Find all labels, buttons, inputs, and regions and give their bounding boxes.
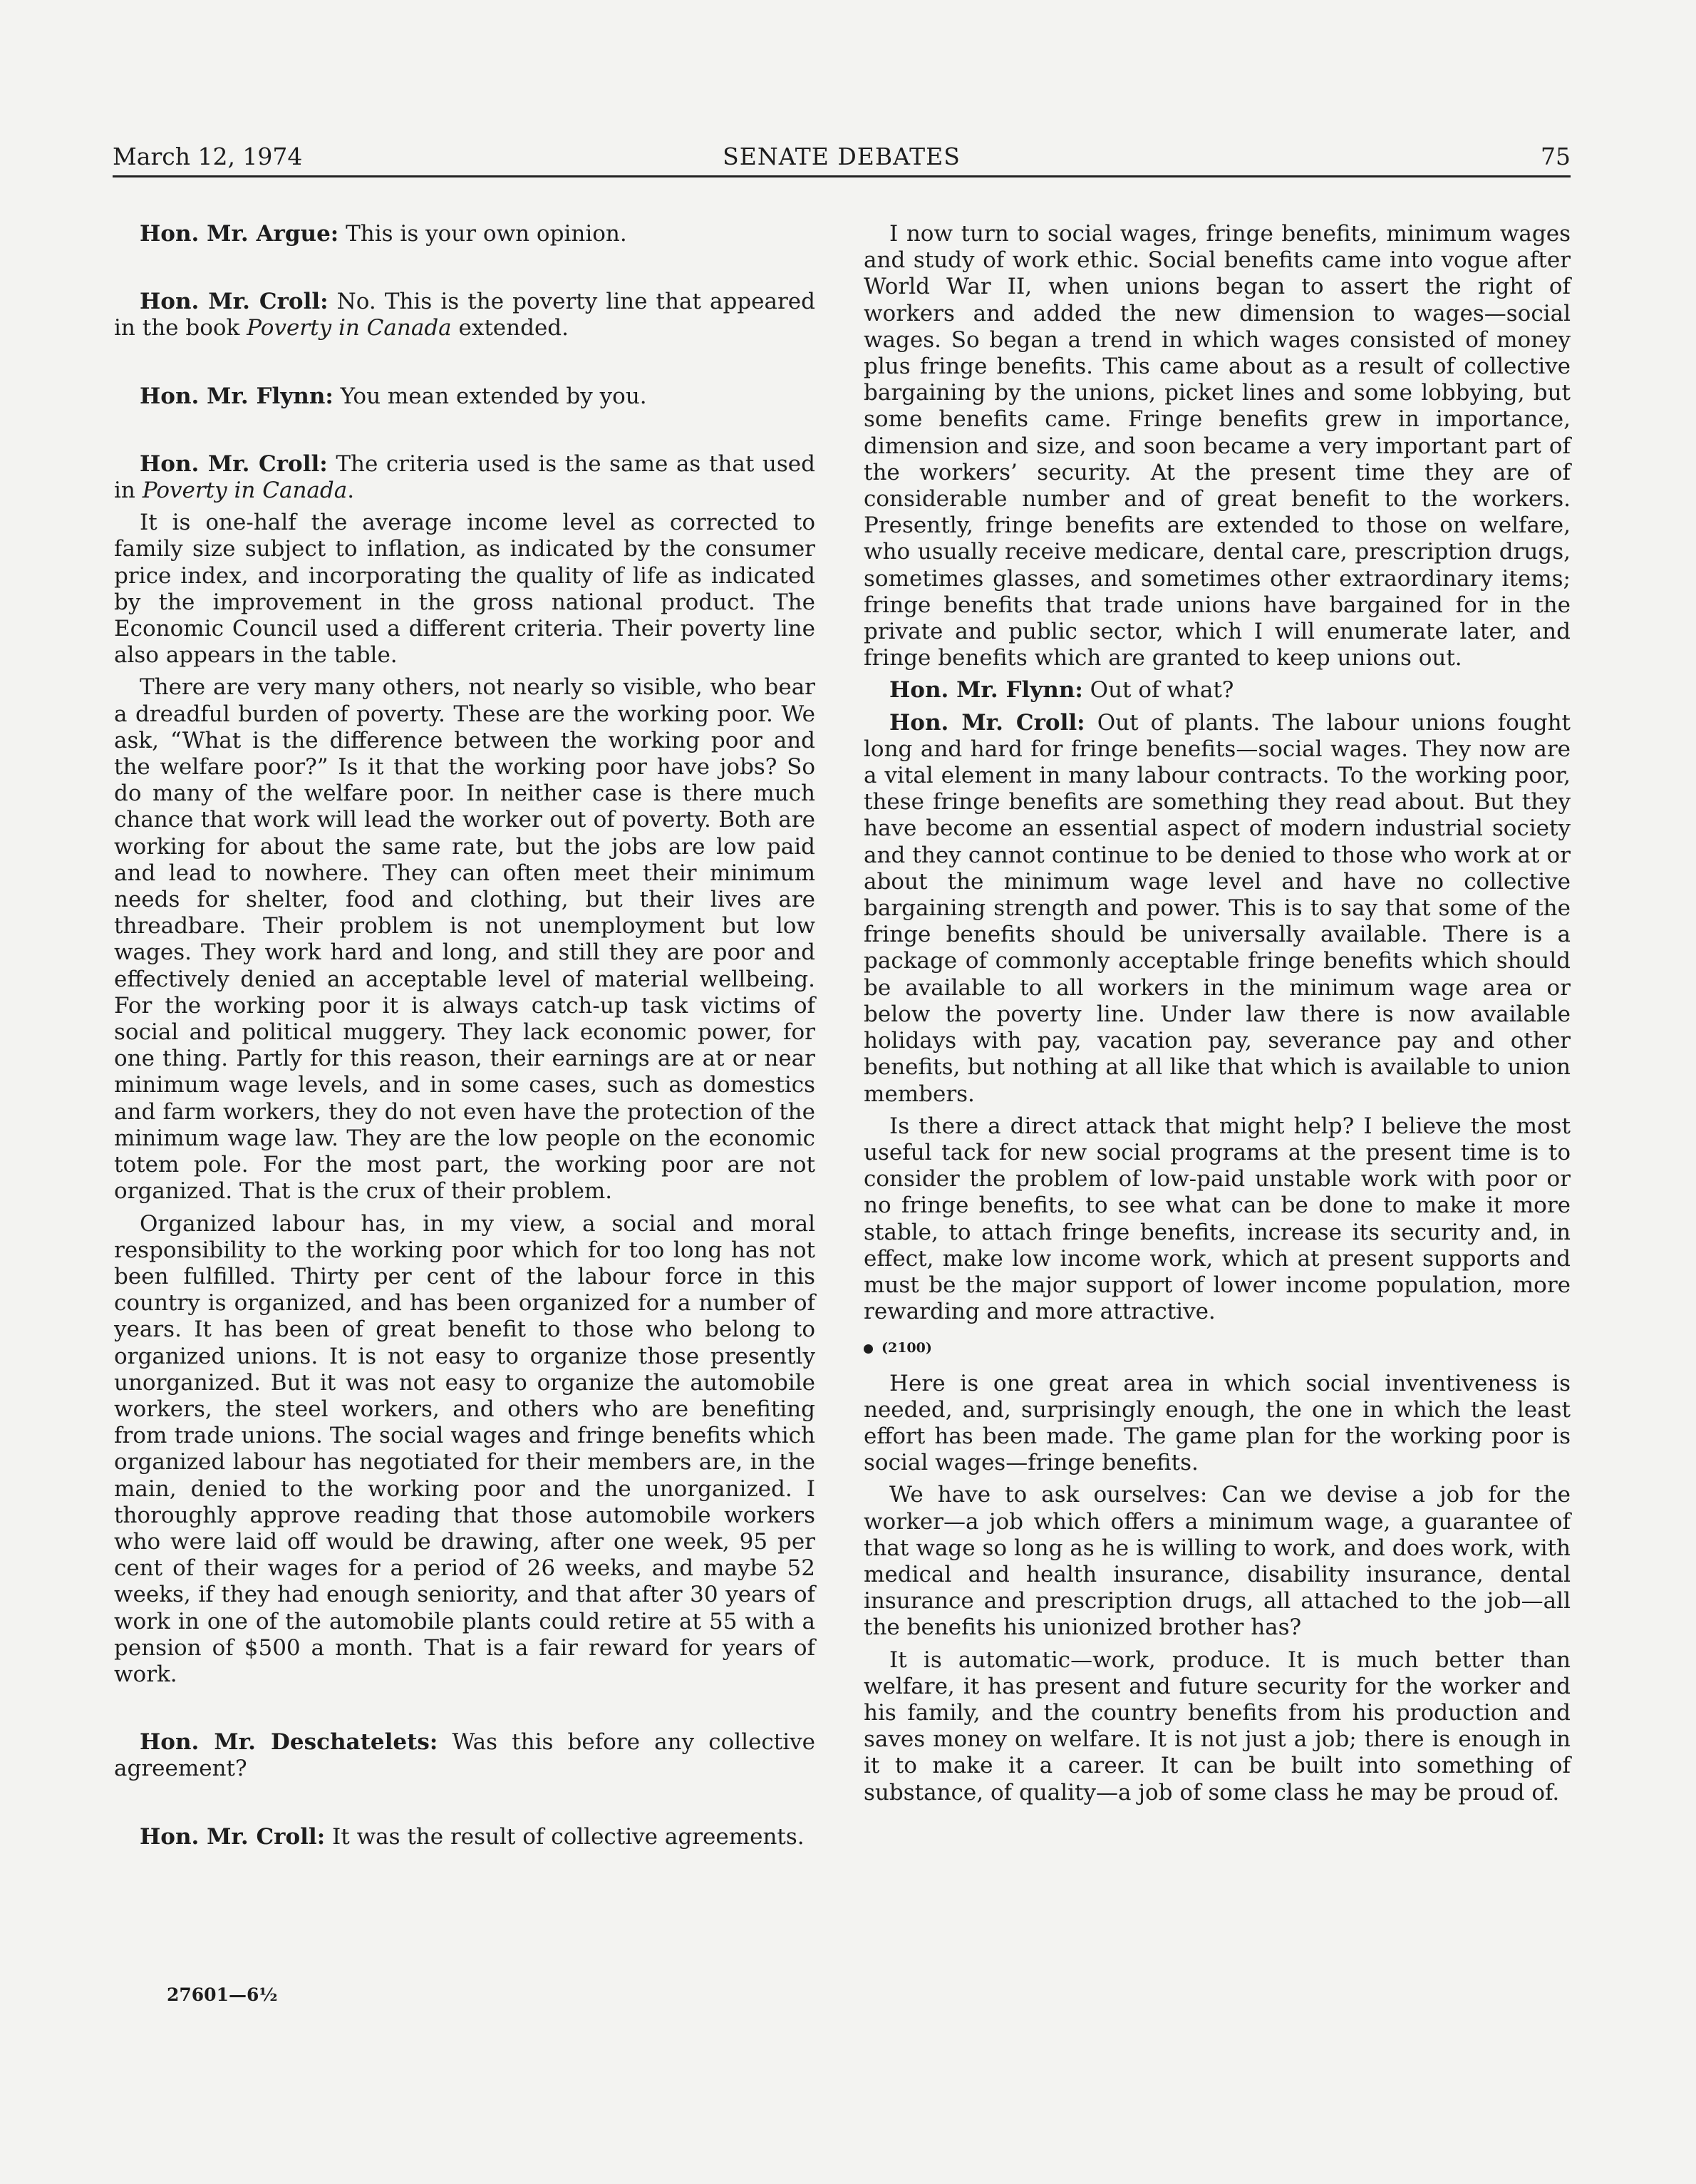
speech-text: Out of what? <box>1082 677 1234 704</box>
time-marker-label: (2100) <box>881 1340 932 1356</box>
speaker-name: Hon. Mr. Flynn: <box>889 677 1083 704</box>
paragraph-direct-attack: Is there a direct attack that might help? I believe the most useful tack for new social programs at the present time is to consider the problem of low-paid unstable work with poor or no fringe benefits, to see what can be done to make it more stable, to attach fringe benefits, increase its security and, in effect, make low income work, which at present supports and must be the major support of lower income population, more rewarding and more attractive. <box>864 1113 1571 1325</box>
paragraph-deschatelets <box>114 1729 815 1782</box>
speech-text: You mean extended by you. <box>333 383 647 409</box>
paragraph-croll-3 <box>114 1824 815 1850</box>
left-column <box>114 221 815 1850</box>
header-date: March 12, 1974 <box>113 143 303 170</box>
paragraph-croll-4 <box>864 710 1571 1108</box>
page-number: 75 <box>1541 143 1571 170</box>
paragraph-flynn-2 <box>864 677 1571 704</box>
speaker-name: Hon. Mr. Croll: <box>889 709 1085 736</box>
footer-reference: 27601—6 <box>167 1984 259 2005</box>
book-title: Poverty in Canada <box>247 315 452 341</box>
speaker-name: Hon. Mr. Flynn: <box>140 383 333 409</box>
paragraph-social-wages: I now turn to social wages, fringe benefits, minimum wages and study of work ethic. Social benefits came into vogue after World War II, when unions began to assert the right of workers and added the new dimension to wages—social wages. So began a trend in which wages consisted of money plus fringe benefits. This came about as a result of collective bargaining by the unions, picket lines and some lobbying, but some benefits came. Fringe benefits grew in importance, dimension and size, and soon became a very important part of the workers’ security. At the present time they are of considerable number and of great benefit to the workers. Presently, fringe benefits are extended to those on welfare, who usually receive medicare, dental care, prescription drugs, sometimes glasses, and sometimes other extraordinary items; fringe benefits that trade unions have bargained for in the private and public sector, which I will enumerate later, and fringe benefits which are granted to keep unions out. <box>864 221 1571 671</box>
speech-text: Out of plants. The labour unions fought long and hard for fringe benefits—social wages. They now are a vital element in many labour contracts. To the working poor, these fringe benefits are something they read about. But they have become an essential aspect of modern industrial society and they cannot continue to be denied to those who work at or about the minimum wage level and have no collective bargaining strength and power. This is to say that some of the fringe benefits should be universally available. There is a package of commonly acceptable fringe benefits which should be available to all workers in the minimum wage area or below the poverty line. Under law there is now available holidays with pay, vacation pay, severance pay and other benefits, but nothing at all like that which is available to union members. <box>864 709 1571 1107</box>
paragraph-income-level: It is one-half the average income level as corrected to family size subject to inflation, as indicated by the consumer price index, and incorporating the quality of life as indicated by the improvement in the gross national product. The Economic Council used a different criteria. Their poverty line also appears in the table. <box>114 510 815 669</box>
paragraph-flynn-1 <box>114 383 815 410</box>
time-marker <box>864 1335 1571 1361</box>
speech-text: The criteria used is the same as that used in <box>114 450 815 504</box>
book-title: Poverty in Canada <box>142 478 348 504</box>
speech-text: It was the result of collective agreements. <box>325 1823 805 1850</box>
speaker-name: Hon. Mr. Croll: <box>140 1823 326 1850</box>
header-title: SENATE DEBATES <box>723 143 961 170</box>
speech-text: extended. <box>451 315 569 341</box>
speech-text: Was this before any collective agreement? <box>114 1729 816 1782</box>
speaker-name: Hon. Mr. Croll: <box>140 289 329 315</box>
paragraph-devise-job: We have to ask ourselves: Can we devise a job for the worker—a job which offers a minimum wage, a guarantee of that wage so long as he is willing to work, and does work, with medical and health insurance, disability insurance, dental insurance and prescription drugs, all attached to the job—all the benefits his unionized brother has? <box>864 1482 1571 1641</box>
paragraph-organized-labour: Organized labour has, in my view, a social and moral responsibility to the working poor which for too long has not been fulfilled. Thirty per cent of the labour force in this country is organized, and has been organized for a number of years. It has been of great benefit to those who belong to organized unions. It is not easy to organize those presently unorganized. But it was not easy to organize the automobile workers, the steel workers, and others who are benefiting from trade unions. The social wages and fringe benefits which organized labour has negotiated for their members are, in the main, denied to the working poor and the unorganized. I thoroughly approve reading that those automobile workers who were laid off would be drawing, after one week, 95 per cent of their wages for a period of 26 weeks, and maybe 52 weeks, if they had enough seniority, and that after 30 years of work in one of the automobile plants could retire at 55 with a pension of $500 a month. That is a fair reward for years of work. <box>114 1210 815 1687</box>
paragraph-social-inventiveness: Here is one great area in which social inventiveness is needed, and, surprisingly enough, the one in which the least effort has been made. The game plan for the working poor is social wages—fringe benefits. <box>864 1370 1571 1476</box>
right-column <box>864 221 1571 1806</box>
speech-text: . <box>347 478 355 504</box>
page-footer <box>167 1984 277 2005</box>
paragraph-croll-2 <box>114 451 815 504</box>
footer-fraction: ½ <box>259 1984 278 2005</box>
page-header <box>113 143 1571 177</box>
bullet-icon <box>864 1344 873 1354</box>
speech-text: No. This is the poverty line that appeared in the book <box>114 289 815 341</box>
speech-text: This is your own opinion. <box>338 221 627 247</box>
speaker-name: Hon. Mr. Argue: <box>140 221 339 247</box>
paragraph-working-poor: There are very many others, not nearly so visible, who bear a dreadful burden of poverty. These are the working poor. We ask, “What is the difference between the working poor and the welfare poor?” Is it that the working poor have jobs? So do many of the welfare poor. In neither case is there much chance that work will lead the worker out of poverty. Both are working for about the same rate, but the jobs are low paid and lead to nowhere. They can often meet their minimum needs for shelter, food and clothing, but their lives are threadbare. Their problem is not unemployment but low wages. They work hard and long, and still they are poor and effectively denied an acceptable level of material wellbeing. For the working poor it is always catch-up task victims of social and political muggery. They lack economic power, for one thing. Partly for this reason, their earnings are at or near minimum wage levels, and in some cases, such as domestics and farm workers, they do not even have the protection of the minimum wage law. They are the low people on the economic totem pole. For the most part, the working poor are not organized. That is the crux of their problem. <box>114 674 815 1205</box>
speaker-name: Hon. Mr. Deschatelets: <box>140 1729 438 1756</box>
paragraph-croll-1 <box>114 289 815 341</box>
paragraph-automatic: It is automatic—work, produce. It is much better than welfare, it has present and future security for the worker and his family, and the country benefits from his production and saves money on welfare. It is not just a job; there is enough in it to make it a career. It can be built into something of substance, of quality—a job of some class he may be proud of. <box>864 1647 1571 1806</box>
paragraph-argue <box>114 221 815 247</box>
speaker-name: Hon. Mr. Croll: <box>140 450 328 477</box>
